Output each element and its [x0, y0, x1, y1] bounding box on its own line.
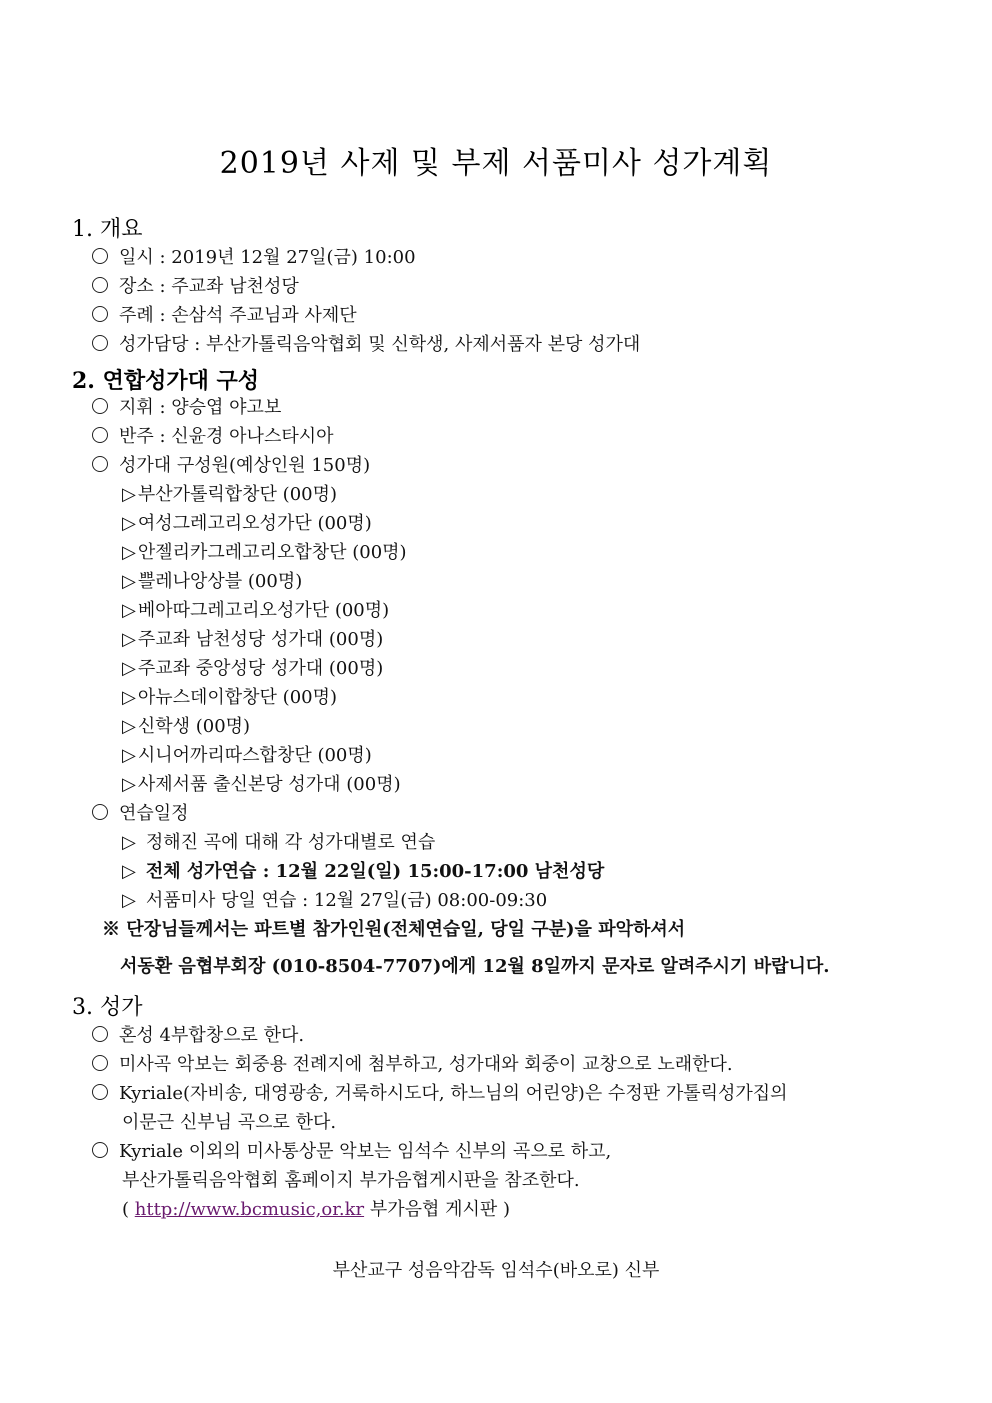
choir-item: ▷ 여성그레고리오성가단 (00명)	[122, 513, 372, 534]
list-item: 장소 : 주교좌 남천성당	[92, 275, 299, 299]
choir-item: ▷ 주교좌 남천성당 성가대 (00명)	[122, 629, 384, 650]
triangle-bullet-icon: ▷	[122, 774, 136, 795]
circle-bullet-icon	[92, 1055, 108, 1071]
section-2-heading: 2. 연합성가대 구성	[72, 368, 260, 394]
triangle-bullet-icon: ▷	[122, 542, 136, 563]
list-item: 지휘 : 양승엽 야고보	[92, 396, 281, 420]
triangle-bullet-icon: ▷	[122, 861, 136, 882]
list-item: 일시 : 2019년 12월 27일(금) 10:00	[92, 246, 416, 270]
circle-bullet-icon	[92, 1026, 108, 1042]
list-item-continuation: 이문근 신부님 곡으로 한다.	[122, 1112, 337, 1133]
list-item: 반주 : 신윤경 아나스타시아	[92, 425, 334, 449]
circle-bullet-icon	[92, 398, 108, 414]
section-3-heading: 3. 성가	[72, 995, 143, 1020]
circle-bullet-icon	[92, 248, 108, 264]
link-line: ( http://www.bcmusic,or.kr 부가음협 게시판 )	[122, 1199, 510, 1220]
list-item: 주례 : 손삼석 주교님과 사제단	[92, 304, 357, 328]
list-item-continuation: 부산가톨릭음악협회 홈페이지 부가음협게시판을 참조한다.	[122, 1170, 580, 1191]
list-item: Kyriale(자비송, 대영광송, 거룩하시도다, 하느님의 어린양)은 수정판 가톨릭성가집의	[92, 1082, 788, 1106]
circle-bullet-icon	[92, 335, 108, 351]
practice-item: ▷ 정해진 곡에 대해 각 성가대별로 연습	[122, 832, 436, 853]
choir-item: ▷ 신학생 (00명)	[122, 716, 251, 737]
practice-item: ▷ 서품미사 당일 연습 : 12월 27일(금) 08:00-09:30	[122, 890, 548, 911]
document-title: 2019년 사제 및 부제 서품미사 성가계획	[219, 146, 773, 181]
website-link[interactable]: http://www.bcmusic,or.kr	[134, 1199, 365, 1220]
choir-item: ▷ 부산가톨릭합창단 (00명)	[122, 484, 338, 505]
list-item: 성가대 구성원(예상인원 150명)	[92, 454, 370, 478]
triangle-bullet-icon: ▷	[122, 571, 136, 592]
choir-item: ▷ 쁠레나앙상블 (00명)	[122, 571, 303, 592]
list-item: Kyriale 이외의 미사통상문 악보는 임석수 신부의 곡으로 하고,	[92, 1140, 611, 1164]
choir-item: ▷ 베아따그레고리오성가단 (00명)	[122, 600, 390, 621]
circle-bullet-icon	[92, 804, 108, 820]
circle-bullet-icon	[92, 277, 108, 293]
choir-item: ▷ 사제서품 출신본당 성가대 (00명)	[122, 774, 401, 795]
note-line-2: 서동환 음협부회장 (010-8504-7707)에게 12월 8일까지 문자로 알려주시기 바랍니다.	[120, 956, 830, 977]
triangle-bullet-icon: ▷	[122, 658, 136, 679]
list-item: 연습일정	[92, 802, 189, 826]
signature: 부산교구 성음악감독 임석수(바오로) 신부	[332, 1260, 660, 1281]
list-item: 미사곡 악보는 회중용 전례지에 첨부하고, 성가대와 회중이 교창으로 노래한다.	[92, 1053, 733, 1077]
choir-item: ▷ 아뉴스데이합창단 (00명)	[122, 687, 338, 708]
section-1-heading: 1. 개요	[72, 217, 143, 242]
triangle-bullet-icon: ▷	[122, 832, 136, 853]
choir-item: ▷ 안젤리카그레고리오합창단 (00명)	[122, 542, 407, 563]
circle-bullet-icon	[92, 306, 108, 322]
circle-bullet-icon	[92, 1142, 108, 1158]
list-item: 혼성 4부합창으로 한다.	[92, 1024, 304, 1048]
practice-item-highlight: ▷ 전체 성가연습 : 12월 22일(일) 15:00-17:00 남천성당	[122, 861, 605, 882]
triangle-bullet-icon: ▷	[122, 716, 136, 737]
circle-bullet-icon	[92, 456, 108, 472]
triangle-bullet-icon: ▷	[122, 890, 136, 911]
circle-bullet-icon	[92, 1084, 108, 1100]
circle-bullet-icon	[92, 427, 108, 443]
triangle-bullet-icon: ▷	[122, 745, 136, 766]
triangle-bullet-icon: ▷	[122, 513, 136, 534]
triangle-bullet-icon: ▷	[122, 629, 136, 650]
note-line-1: ※ 단장님들께서는 파트별 참가인원(전체연습일, 당일 구분)을 파악하셔서	[102, 919, 686, 940]
choir-item: ▷ 시니어까리따스합창단 (00명)	[122, 745, 372, 766]
list-item: 성가담당 : 부산가톨릭음악협회 및 신학생, 사제서품자 본당 성가대	[92, 333, 640, 357]
triangle-bullet-icon: ▷	[122, 484, 136, 505]
triangle-bullet-icon: ▷	[122, 687, 136, 708]
choir-item: ▷ 주교좌 중앙성당 성가대 (00명)	[122, 658, 384, 679]
triangle-bullet-icon: ▷	[122, 600, 136, 621]
